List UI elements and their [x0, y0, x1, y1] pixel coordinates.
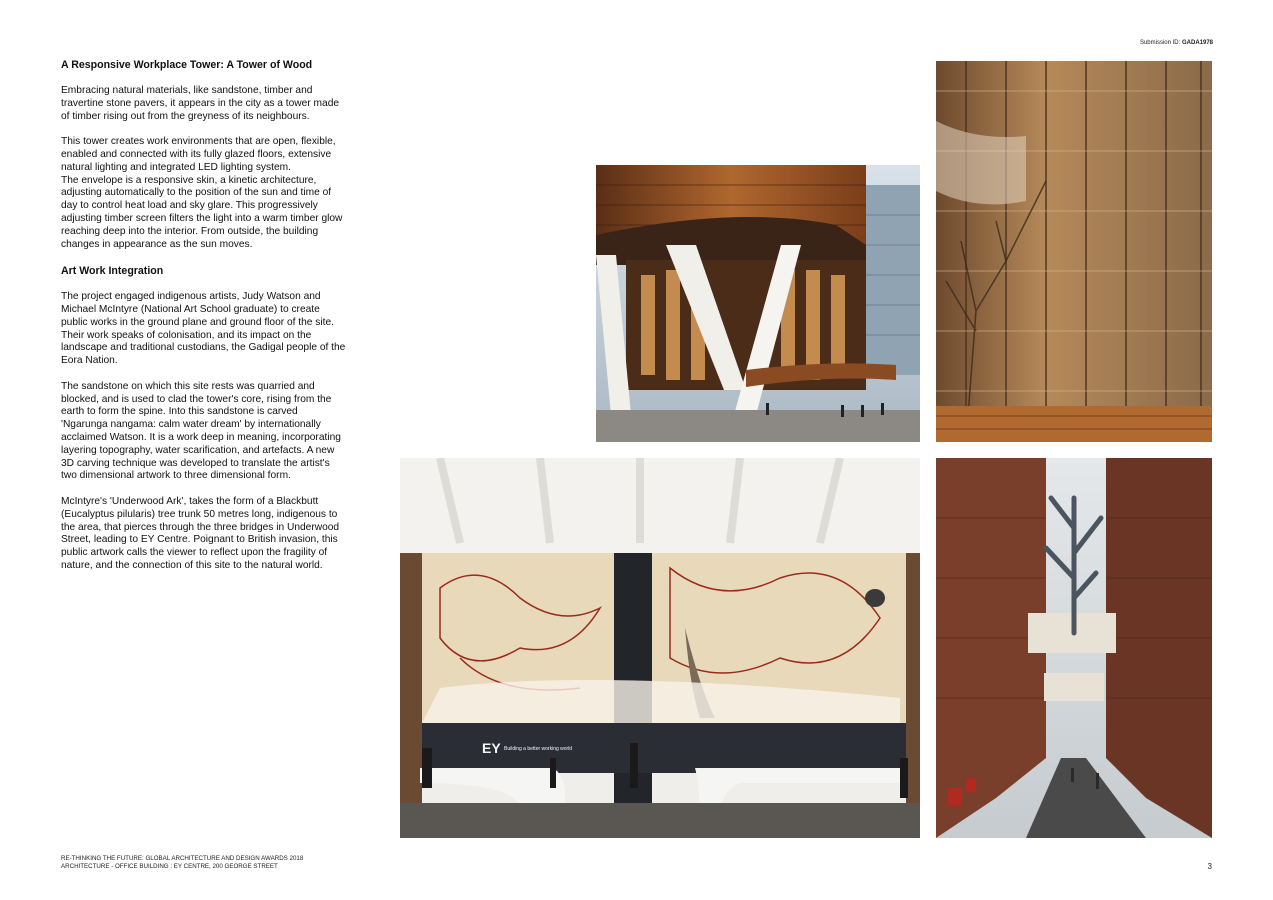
heading-tower-of-wood: A Responsive Workplace Tower: A Tower of Wood — [61, 59, 313, 71]
paragraph-work-environments: This tower creates work environments that are open, flexible, enabled and connected with its fully glazed floors, extensive natural lighting and integrated LED lighting system. — [61, 136, 336, 173]
footer-project-line: ARCHITECTURE - OFFICE BUILDING : EY CENTRE, 200 GEORGE STREET — [61, 863, 278, 870]
paragraph-underwood-ark: McIntyre's 'Underwood Ark', takes the form of a Blackbutt (Eucalyptus pilularis) tree trunk 50 metres long, indigenous to the area, that pierces through the three bridges in Underwood Street, leading to EY Centre. Poignant to British invasion, this public artwork calls the viewer to reflect upon the fragility of nature, and the connection of this site to the natural world. — [61, 495, 340, 571]
text-column — [61, 58, 346, 585]
paragraph-sandstone: The sandstone on which this site rests was quarried and blocked, and is used to clad the tower's core, rising from the earth to form the spine. Into this sandstone is carved 'Ngarunga nangama: calm water dream' by internationally acclaimed Watson. It is a work deep in meaning, incorporating layering topography, water scarification, and artefacts. A new 3D carving technique was developed to translate the artist's two dimensional artwork to three dimensional form. — [61, 380, 341, 482]
heading-artwork-integration: Art Work Integration — [61, 265, 164, 278]
footer — [61, 855, 303, 871]
paragraph-materials: Embracing natural materials, like sandstone, timber and travertine stone pavers, it appears in the city as a tower made of timber rising out from the greyness of its neighbours. — [61, 85, 340, 122]
paragraph-artists: The project engaged indigenous artists, Judy Watson and Michael McIntyre (National Art School graduate) to create public works in the ground plane and ground floor of the site. Their work speaks of colonisation, and its impact on the landscape and traditional custodians, the Gadigal people of the Eora Nation. — [61, 291, 346, 367]
footer-award-line: RE-THINKING THE FUTURE: GLOBAL ARCHITECTURE AND DESIGN AWARDS 2018 — [61, 855, 304, 862]
photo-tower-base — [596, 165, 920, 442]
submission-id-label — [1140, 40, 1213, 46]
photo-underwood-lane — [936, 458, 1212, 838]
photo-timber-facade — [936, 61, 1212, 442]
lobby-tagline: Building a better working world — [504, 746, 573, 752]
page-number: 3 — [1207, 862, 1212, 871]
submission-id: GADA1978 — [1181, 40, 1213, 46]
photo-lobby-artwork — [400, 458, 920, 838]
paragraph-envelope: The envelope is a responsive skin, a kinetic architecture, adjusting automatically to the position of the sun and time of day to control heat load and sky glare. This progressively adjusting timber screen filters the light into a warm timber glow reaching deep into the interior. From outside, the building changes in appearance as the sun moves. — [61, 174, 343, 250]
lobby-ey-sign: EY — [482, 740, 501, 756]
submission-label: Submission ID: — [1139, 40, 1181, 46]
